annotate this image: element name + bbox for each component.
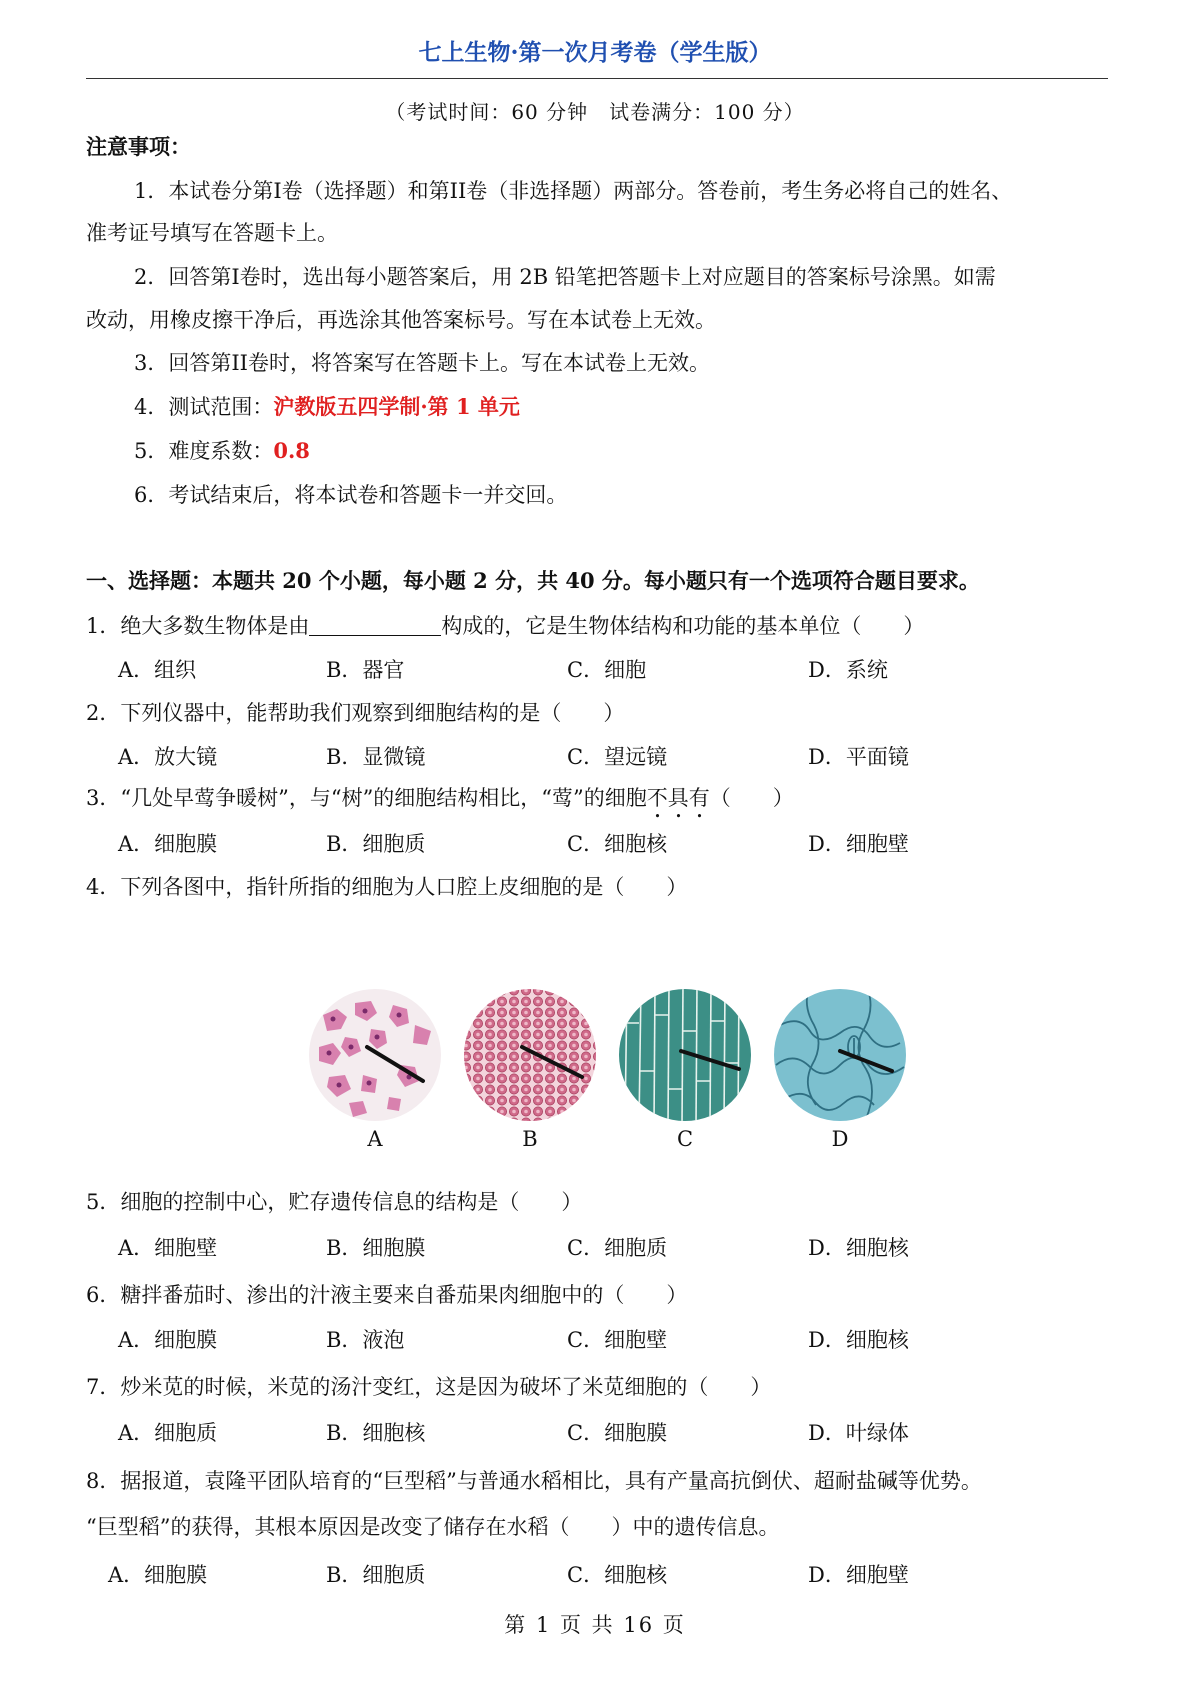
emphasis-text: 不具有 xyxy=(646,786,710,810)
question-8-cont: “巨型稻”的获得，其根本原因是改变了储存在水稻（ ）中的遗传信息。 xyxy=(86,1515,780,1539)
q8-option-a: A．细胞膜 xyxy=(108,1563,208,1587)
test-scope: 沪教版五四学制·第 1 单元 xyxy=(273,394,520,419)
q3-option-b: B．细胞质 xyxy=(326,832,426,856)
q8-option-c: C．细胞核 xyxy=(567,1563,668,1587)
difficulty-value: 0.8 xyxy=(273,438,310,463)
q2-option-a: A．放大镜 xyxy=(118,745,218,769)
note-5 xyxy=(134,436,310,466)
microscope-figure xyxy=(300,985,920,1160)
page-number: 第 1 页 共 16 页 xyxy=(504,1613,686,1637)
section-heading: 一、选择题：本题共 20 个小题，每小题 2 分，共 40 分。每小题只有一个选项符合题目要求。 xyxy=(86,568,980,593)
q5-option-b: B．细胞膜 xyxy=(326,1236,426,1260)
micrograph-d xyxy=(770,985,910,1125)
notes-heading: 注意事项： xyxy=(86,134,191,159)
header-divider xyxy=(86,78,1108,79)
q2-option-c: C．望远镜 xyxy=(567,745,668,769)
q1-option-c: C．细胞 xyxy=(567,658,647,682)
note-3: 3．回答第II卷时，将答案写在答题卡上。写在本试卷上无效。 xyxy=(134,351,710,375)
figure-label-c: C xyxy=(676,1127,694,1151)
figure-label-d: D xyxy=(831,1127,849,1151)
question-3-paren: （ ） xyxy=(709,786,794,810)
q5-option-c: C．细胞质 xyxy=(567,1236,668,1260)
question-5: 5．细胞的控制中心，贮存遗传信息的结构是（ ） xyxy=(86,1190,583,1214)
q7-option-a: A．细胞质 xyxy=(118,1421,218,1445)
exam-info: （考试时间：60 分钟 试卷满分：100 分） xyxy=(385,100,805,124)
question-6: 6．糖拌番茄时、渗出的汁液主要来自番茄果肉细胞中的（ ） xyxy=(86,1283,688,1307)
q7-option-d: D．叶绿体 xyxy=(808,1421,909,1445)
q6-option-b: B．液泡 xyxy=(326,1328,405,1352)
q5-option-a: A．细胞壁 xyxy=(118,1236,218,1260)
question-4: 4．下列各图中，指针所指的细胞为人口腔上皮细胞的是（ ） xyxy=(86,875,688,899)
question-1-stem-end: 构成的，它是生物体结构和功能的基本单位（ ） xyxy=(441,614,925,638)
note-1-cont: 准考证号填写在答题卡上。 xyxy=(86,221,338,245)
micrograph-c xyxy=(615,985,755,1125)
q1-option-a: A．组织 xyxy=(118,658,197,682)
figure-label-b: B xyxy=(522,1127,538,1151)
note-4-label: 4．测试范围： xyxy=(134,395,274,419)
question-1 xyxy=(86,611,924,641)
q3-option-a: A．细胞膜 xyxy=(118,832,218,856)
note-1: 1．本试卷分第I卷（选择题）和第II卷（非选择题）两部分。答卷前，考生务必将自己的姓名、 xyxy=(134,179,1013,203)
q1-option-b: B．器官 xyxy=(326,658,405,682)
question-3 xyxy=(86,783,794,823)
question-3-stem: 3．“几处早莺争暖树”，与“树”的细胞结构相比，“莺”的细胞 xyxy=(86,786,647,810)
q7-option-c: C．细胞膜 xyxy=(567,1421,668,1445)
q7-option-b: B．细胞核 xyxy=(326,1421,426,1445)
question-1-stem: 1．绝大多数生物体是由 xyxy=(86,614,310,638)
q6-option-d: D．细胞核 xyxy=(808,1328,909,1352)
note-4 xyxy=(134,392,520,422)
note-6: 6．考试结束后，将本试卷和答题卡一并交回。 xyxy=(134,483,568,507)
figure-label-a: A xyxy=(367,1127,383,1151)
q3-option-d: D．细胞壁 xyxy=(808,832,909,856)
q1-option-d: D．系统 xyxy=(808,658,888,682)
micrograph-a xyxy=(305,985,445,1125)
note-2: 2．回答第I卷时，选出每小题答案后，用 2B 铅笔把答题卡上对应题目的答案标号涂黑。如需 xyxy=(134,265,996,289)
q8-option-b: B．细胞质 xyxy=(326,1563,426,1587)
q2-option-b: B．显微镜 xyxy=(326,745,426,769)
answer-blank xyxy=(309,613,441,636)
micrograph-b xyxy=(460,985,600,1125)
note-5-label: 5．难度系数： xyxy=(134,439,274,463)
q6-option-c: C．细胞壁 xyxy=(567,1328,668,1352)
question-7: 7．炒米苋的时候，米苋的汤汁变红，这是因为破坏了米苋细胞的（ ） xyxy=(86,1375,772,1399)
note-2-cont: 改动，用橡皮擦干净后，再选涂其他答案标号。写在本试卷上无效。 xyxy=(86,308,716,332)
q3-option-c: C．细胞核 xyxy=(567,832,668,856)
q8-option-d: D．细胞壁 xyxy=(808,1563,909,1587)
page-title: 七上生物·第一次月考卷（学生版） xyxy=(418,39,772,66)
q6-option-a: A．细胞膜 xyxy=(118,1328,218,1352)
question-2: 2．下列仪器中，能帮助我们观察到细胞结构的是（ ） xyxy=(86,701,625,725)
q2-option-d: D．平面镜 xyxy=(808,745,909,769)
question-8: 8．据报道，袁隆平团队培育的“巨型稻”与普通水稻相比，具有产量高抗倒伏、超耐盐碱等优势。 xyxy=(86,1469,982,1493)
q5-option-d: D．细胞核 xyxy=(808,1236,909,1260)
